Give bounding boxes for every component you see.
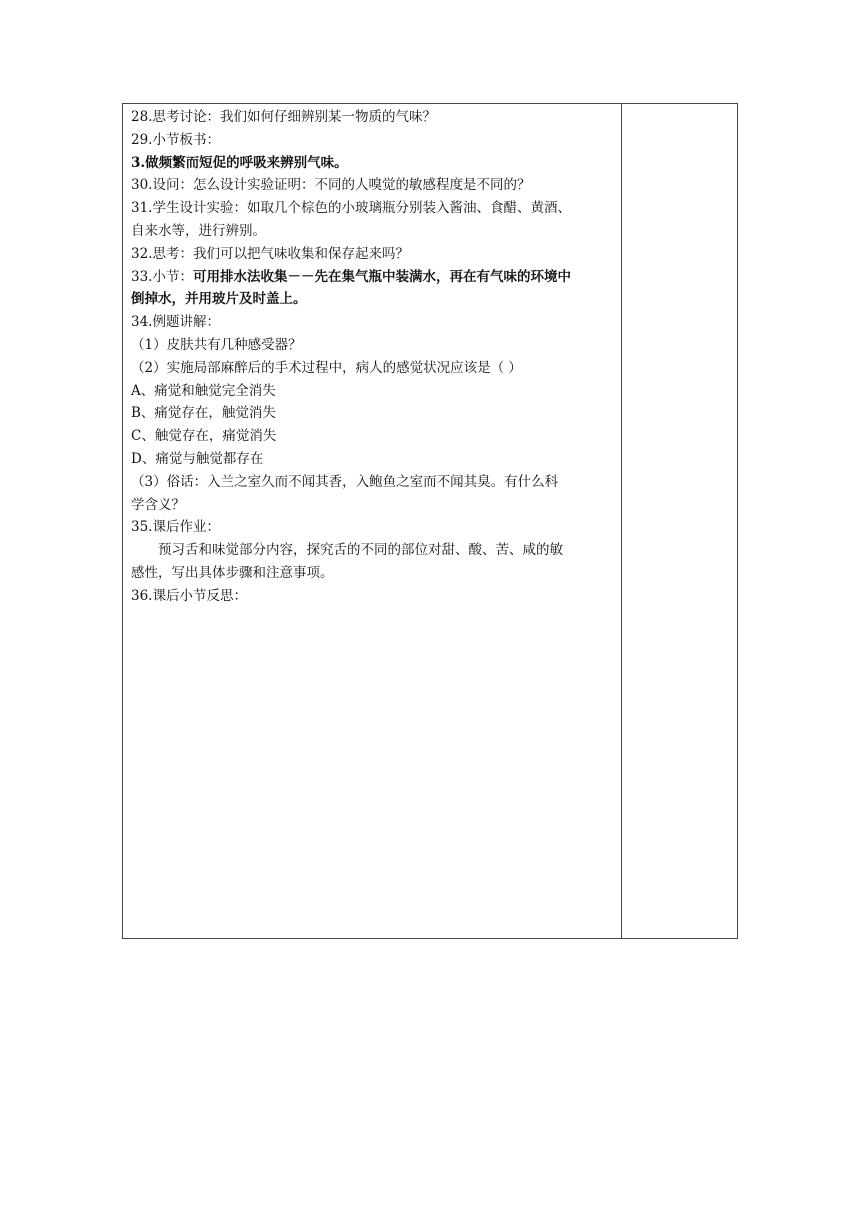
content-line: （3）俗话：入兰之室久而不闻其香，入鲍鱼之室而不闻其臭。有什么科 <box>131 473 559 490</box>
lesson-table <box>122 103 738 939</box>
lesson-content-cell <box>123 104 622 938</box>
content-line: 30.设问：怎么设计实验证明：不同的人嗅觉的敏感程度是不同的？ <box>131 177 531 194</box>
content-line: 36.课后小节反思： <box>131 587 247 604</box>
content-line: 预习舌和味觉部分内容，探究舌的不同的部位对甜、酸、苦、咸的敏 <box>158 542 563 559</box>
content-line: 倒掉水，并用玻片及时盖上。 <box>131 291 307 308</box>
content-line-prefix: 33.小节： <box>131 268 193 285</box>
content-line: C、触觉存在，痛觉消失 <box>131 428 277 445</box>
content-line: 28.思考讨论：我们如何仔细辨别某一物质的气味？ <box>131 109 436 125</box>
notes-column-cell <box>622 104 737 938</box>
content-line: 3.做频繁而短促的呼吸来辨别气味。 <box>131 154 348 171</box>
content-line-bold-part: 可用排水法收集－－先在集气瓶中装满水，再在有气味的环境中 <box>192 268 571 285</box>
content-line: 感性，写出具体步骤和注意事项。 <box>131 564 334 581</box>
content-line: A、痛觉和触觉完全消失 <box>131 382 276 399</box>
content-line: （1）皮肤共有几种感受器？ <box>131 336 302 353</box>
content-line: B、痛觉存在，触觉消失 <box>131 405 276 422</box>
content-line: 35.课后作业： <box>131 519 220 536</box>
content-line: 34.例题讲解： <box>131 314 220 331</box>
content-line: 32.思考：我们可以把气味收集和保存起来吗？ <box>131 245 409 262</box>
content-line <box>131 266 615 289</box>
content-line: 29.小节板书： <box>131 131 220 148</box>
content-line: 31.学生设计实验：如取几个棕色的小玻璃瓶分别装入酱油、食醋、黄酒、 <box>131 200 571 217</box>
content-line: （2）实施局部麻醉后的手术过程中，病人的感觉状况应该是（ ） <box>131 359 522 376</box>
content-line: 自来水等，进行辨别。 <box>131 222 266 239</box>
content-line: D、痛觉与触觉都存在 <box>131 450 264 467</box>
content-line: 学含义？ <box>131 496 185 513</box>
